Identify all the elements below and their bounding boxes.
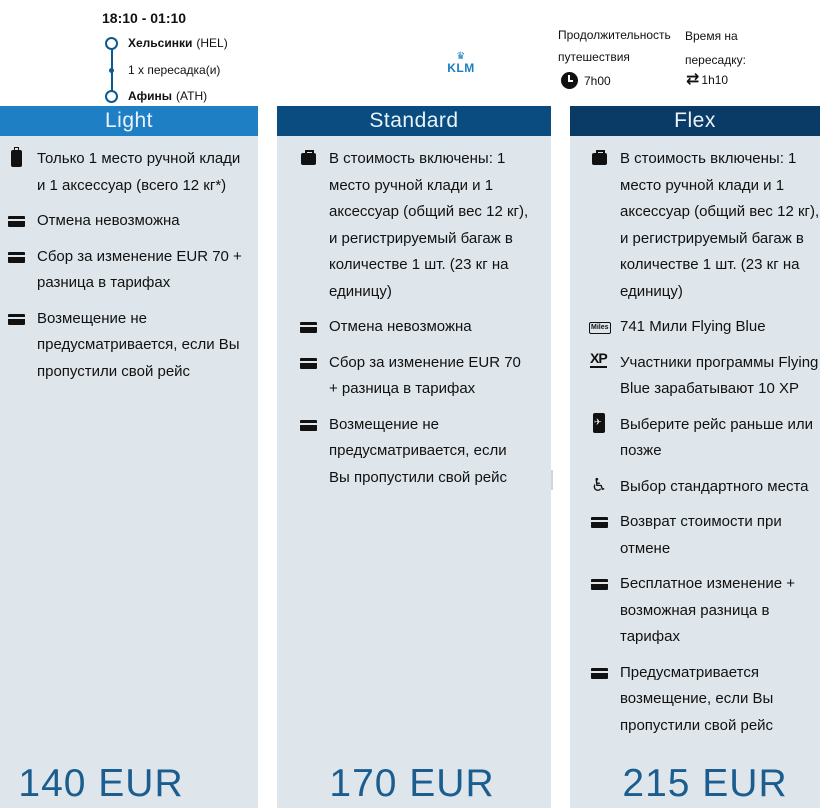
feature-text: Предусматривается возмещение, если Вы пропустили свой рейс xyxy=(620,663,774,734)
feature-item xyxy=(8,244,242,297)
feature-item xyxy=(300,412,529,492)
duration-text: 7h00 xyxy=(584,73,611,88)
layover-text: 1h10 xyxy=(701,73,729,87)
origin-marker-icon xyxy=(105,37,118,50)
origin-city: Хельсинки xyxy=(128,36,193,50)
feature-item xyxy=(300,146,529,305)
layover-label: Время на пересадку: xyxy=(685,29,746,67)
flight-time: 18:10 - 01:10 xyxy=(102,10,187,26)
fare-title: Flex xyxy=(570,106,820,136)
miles-icon-label: Miles xyxy=(589,322,611,334)
klm-crown-icon: ♛ xyxy=(456,51,466,62)
fare-title: Standard xyxy=(277,106,551,136)
feature-text: В стоимость включены: 1 место ручной клади и 1 аксессуар (общий вес 12 кг), и регистрируемый багаж в количестве 1 шт. (23 кг на единицу) xyxy=(620,150,820,300)
xp-icon-label: XP xyxy=(590,349,607,366)
fare-features xyxy=(591,146,820,748)
card-icon xyxy=(8,208,25,234)
duration-value xyxy=(561,72,611,89)
feature-text: Выберите рейс раньше или позже xyxy=(620,415,814,459)
feature-item xyxy=(591,474,820,501)
feature-item xyxy=(591,509,820,562)
card-icon xyxy=(8,306,25,332)
fare-price[interactable]: 215 EUR xyxy=(622,762,788,805)
card-icon xyxy=(300,350,317,376)
fare-card-flex[interactable] xyxy=(570,106,820,808)
feature-item xyxy=(591,412,820,465)
miles-icon xyxy=(591,314,608,340)
feature-item xyxy=(591,146,820,305)
fare-features xyxy=(8,146,242,394)
feature-text: Участники программы Flying Blue зарабатывают 10 XP xyxy=(620,353,819,397)
feature-text: Возмещение не предусматривается, если Вы пропустили свой рейс xyxy=(329,415,508,486)
airline-name: KLM xyxy=(447,61,475,75)
fare-features xyxy=(300,146,529,500)
origin-stop xyxy=(105,36,228,50)
destination-code: (ATH) xyxy=(176,89,208,103)
feature-item xyxy=(8,306,242,386)
feature-item xyxy=(591,350,820,403)
feature-text: Только 1 место ручной клади и 1 аксессуар (всего 12 кг*) xyxy=(37,150,241,194)
baggage-icon xyxy=(591,146,608,172)
feature-text: Возврат стоимости при отмене xyxy=(620,513,782,557)
fare-price[interactable]: 140 EUR xyxy=(18,762,184,805)
feature-item xyxy=(8,208,242,235)
clock-icon xyxy=(561,72,578,89)
card-icon xyxy=(300,412,317,438)
card-icon xyxy=(591,660,608,686)
feature-text: Отмена невозможна xyxy=(37,212,180,229)
seat-icon: ♿︎ xyxy=(591,474,608,495)
column-divider xyxy=(551,470,553,490)
baggage-icon xyxy=(300,146,317,172)
flight-summary-header xyxy=(0,0,820,106)
destination-city: Афины xyxy=(128,89,173,103)
phone-plane-icon xyxy=(591,412,608,438)
feature-item xyxy=(300,314,529,341)
card-icon xyxy=(591,509,608,535)
card-icon xyxy=(591,571,608,597)
fare-price[interactable]: 170 EUR xyxy=(329,762,495,805)
feature-text: В стоимость включены: 1 место ручной клади и 1 аксессуар (общий вес 12 кг), и регистрируемый багаж в количестве 1 шт. (23 кг на единицу) xyxy=(329,150,529,300)
feature-item xyxy=(8,146,242,199)
feature-text: 741 Мили Flying Blue xyxy=(620,318,766,335)
layover-value xyxy=(686,72,728,88)
fare-title: Light xyxy=(0,106,258,136)
feature-text: Сбор за изменение EUR 70 + разница в тарифах xyxy=(37,247,242,291)
feature-item xyxy=(591,660,820,740)
layover-stop xyxy=(105,63,220,77)
destination-marker-icon xyxy=(105,90,118,103)
layover-marker-icon xyxy=(109,68,114,73)
feature-text: Выбор стандартного места xyxy=(620,477,809,495)
fare-card-standard[interactable] xyxy=(277,106,551,808)
duration-label: Продолжительность путешествия xyxy=(558,28,671,64)
feature-text: Бесплатное изменение + возможная разница в тарифах xyxy=(620,575,796,645)
card-icon xyxy=(8,244,25,270)
destination-stop xyxy=(105,89,207,103)
feature-item xyxy=(300,350,529,403)
xp-icon xyxy=(591,350,608,376)
airline-logo xyxy=(444,52,478,75)
stops-count: 1 x пересадка(и) xyxy=(128,63,221,77)
suitcase-icon xyxy=(8,146,25,172)
transfer-icon: ⇄ xyxy=(686,71,700,88)
fare-card-light[interactable] xyxy=(0,106,258,808)
feature-text: Возмещение не предусматривается, если Вы пропустили свой рейс xyxy=(37,309,240,380)
feature-text: Отмена невозможна xyxy=(329,318,472,335)
feature-text: Сбор за изменение EUR 70 + разница в тарифах xyxy=(329,353,521,397)
feature-item xyxy=(591,571,820,651)
card-icon xyxy=(300,314,317,340)
feature-item xyxy=(591,314,820,341)
origin-code: (HEL) xyxy=(196,36,228,50)
